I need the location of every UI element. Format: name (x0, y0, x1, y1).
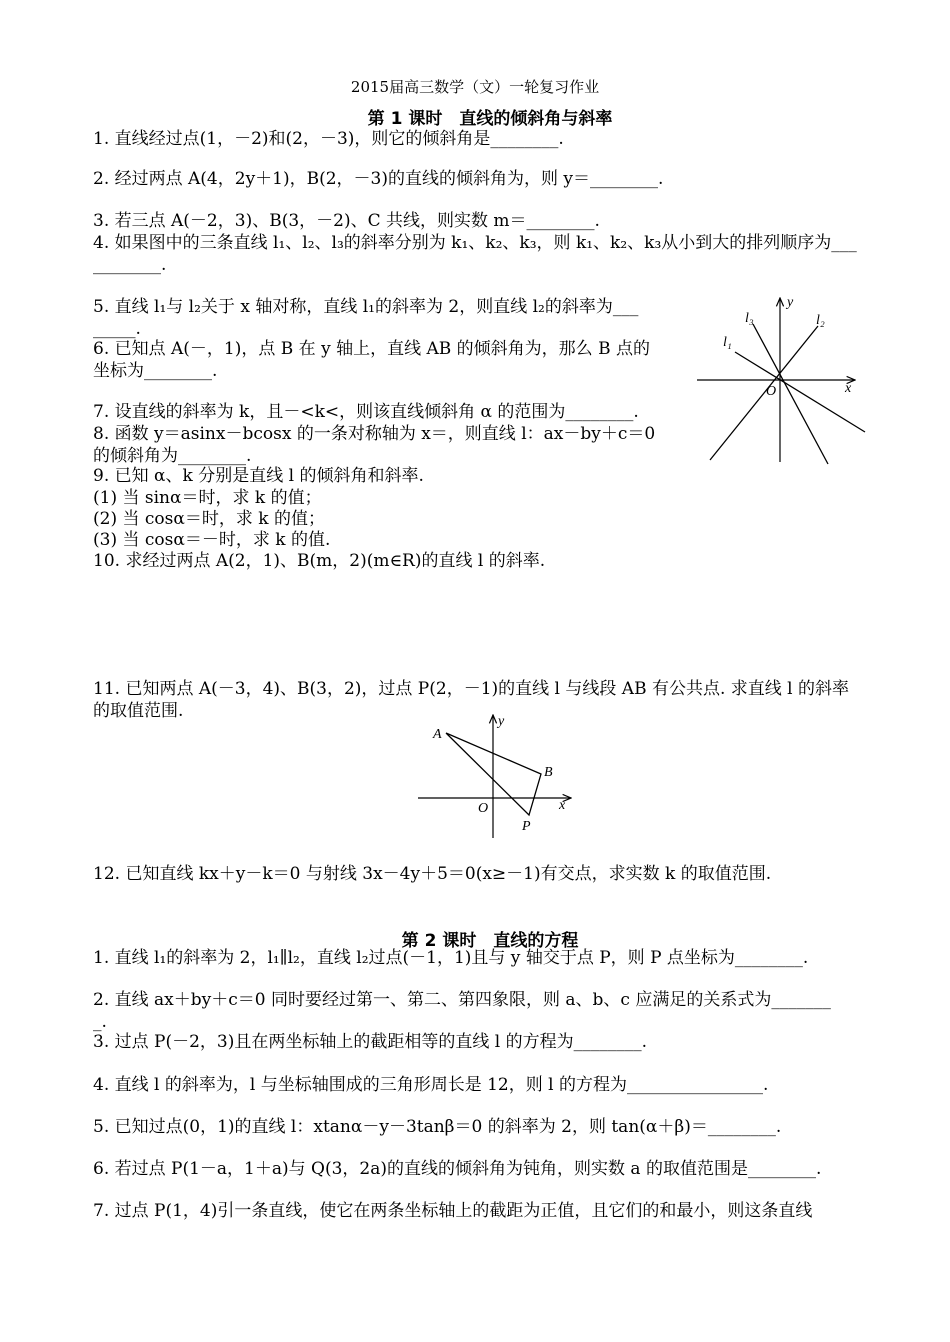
fig2-label-x: x (559, 798, 566, 813)
fig2-label-A: A (433, 727, 442, 742)
s1-q8-cont: 的倾斜角为________. (93, 446, 252, 466)
s1-q5-cont: _____. (93, 319, 141, 339)
s1-q11-cont: 的取值范围. (93, 701, 184, 721)
line-l3 (753, 324, 828, 464)
s1-q4-cont: ________. (93, 255, 167, 275)
fig1-label-y: y (787, 295, 794, 310)
s1-q2: 2. 经过两点 A(4，2y＋1)，B(2，－3)的直线的倾斜角为，则 y＝________. (93, 169, 664, 189)
s1-q6-cont: 坐标为________. (93, 361, 218, 381)
s1-q4: 4. 如果图中的三条直线 l₁、l₂、l₃的斜率分别为 k₁、k₂、k₃，则 k₁、k₂、k₃从小到大的排列顺序为___ (93, 233, 857, 253)
s1-q10: 10. 求经过两点 A(2，1)、B(m，2)(m∈R)的直线 l 的斜率. (93, 551, 546, 571)
s2-q6: 6. 若过点 P(1－a，1＋a)与 Q(3，2a)的直线的倾斜角为钝角，则实数 a 的取值范围是________. (93, 1159, 822, 1179)
fig1-label-origin: O (766, 384, 777, 399)
s2-q4: 4. 直线 l 的斜率为，l 与坐标轴围成的三角形周长是 12，则 l 的方程为________________. (93, 1075, 769, 1095)
s1-q9-part1: (1) 当 sinα＝时，求 k 的值； (93, 488, 322, 508)
fig1-label-x: x (845, 381, 852, 396)
section-2-title: 第 2 课时 直线的方程 (401, 931, 579, 951)
s1-q11: 11. 已知两点 A(－3，4)、B(3，2)，过点 P(2，－1)的直线 l 与线段 AB 有公共点. 求直线 l 的斜率 (93, 679, 850, 699)
s2-q1: 1. 直线 l₁的斜率为 2，l₁∥l₂，直线 l₂过点(－1，1)且与 y 轴交于点 P，则 P 点坐标为________. (93, 948, 809, 968)
three-lines-figure (695, 292, 875, 470)
fig2-label-P: P (522, 819, 531, 834)
s1-q1: 1. 直线经过点(1，－2)和(2，－3)，则它的倾斜角是________. (93, 129, 564, 149)
section-1-title: 第 1 课时 直线的倾斜角与斜率 (367, 109, 613, 129)
s2-q5: 5. 已知过点(0，1)的直线 l：xtanα－y－3tanβ＝0 的斜率为 2，则 tan(α＋β)＝________. (93, 1117, 782, 1137)
s1-q5: 5. 直线 l₁与 l₂关于 x 轴对称，直线 l₁的斜率为 2，则直线 l₂的斜率为___ (93, 297, 639, 317)
triangle-figure (416, 713, 576, 843)
fig1-label-l3: l₃ (745, 311, 754, 326)
s1-q3: 3. 若三点 A(－2，3)、B(3，－2)、C 共线，则实数 m＝________. (93, 211, 600, 231)
s2-q2: 2. 直线 ax＋by＋c＝0 同时要经过第一、第二、第四象限，则 a、b、c 应满足的关系式为_______ (93, 990, 831, 1010)
s2-q3: 3. 过点 P(－2，3)且在两坐标轴上的截距相等的直线 l 的方程为________. (93, 1032, 648, 1052)
fig2-label-y: y (498, 714, 505, 729)
fig2-label-origin: O (478, 801, 489, 816)
s1-q8: 8. 函数 y＝asinx－bcosx 的一条对称轴为 x＝，则直线 l：ax－by＋c＝0 (93, 424, 656, 444)
s1-q12: 12. 已知直线 kx＋y－k＝0 与射线 3x－4y＋5＝0(x≥－1)有交点，求实数 k 的取值范围. (93, 864, 772, 884)
document-title: 2015届高三数学（文）一轮复习作业 (350, 78, 600, 96)
s1-q6: 6. 已知点 A(－，1)，点 B 在 y 轴上，直线 AB 的倾斜角为，那么 B 点的 (93, 339, 650, 359)
s1-q9-part3: (3) 当 cosα＝－时，求 k 的值. (93, 530, 331, 550)
fig2-label-B: B (544, 765, 553, 780)
s1-q9-part2: (2) 当 cosα＝时，求 k 的值； (93, 509, 325, 529)
s2-q2-cont: _. (93, 1012, 107, 1032)
s2-q7: 7. 过点 P(1，4)引一条直线，使它在两条坐标轴上的截距为正值，且它们的和最小，则这条直线 (93, 1201, 813, 1221)
s1-q9: 9. 已知 α、k 分别是直线 l 的倾斜角和斜率. (93, 466, 424, 486)
fig1-label-l1: l₁ (723, 335, 732, 350)
s1-q7: 7. 设直线的斜率为 k，且－<k<，则该直线倾斜角 α 的范围为________. (93, 402, 639, 422)
fig1-label-l2: l₂ (816, 313, 825, 328)
